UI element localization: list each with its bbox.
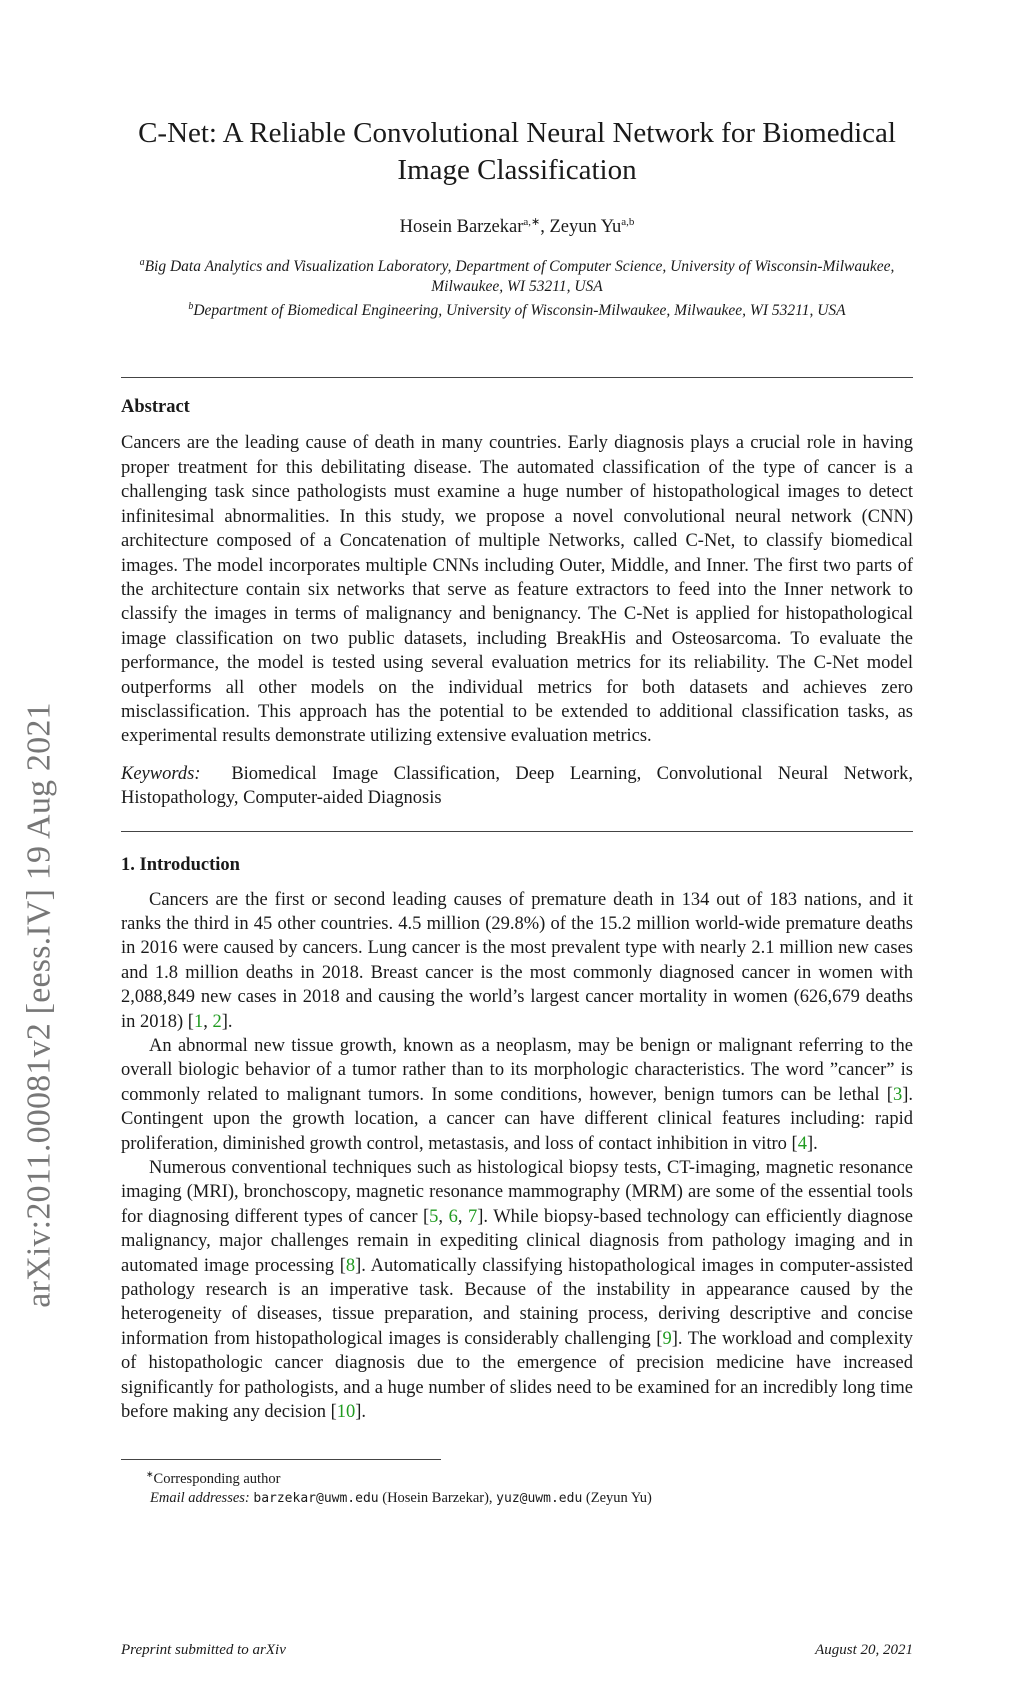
affiliation-label: a	[139, 257, 145, 269]
keywords	[121, 762, 913, 811]
introduction-paragraph	[121, 1156, 913, 1424]
citation-link[interactable]: 9	[662, 1328, 672, 1349]
citation-link[interactable]: 4	[797, 1133, 807, 1154]
footer-left: Preprint submitted to arXiv	[121, 1642, 286, 1658]
arxiv-identifier-text: arXiv:2011.00081v2 [eess.IV] 19 Aug 2021	[21, 702, 59, 1308]
email-label: Email addresses:	[150, 1490, 250, 1507]
paragraph-text: ].	[221, 1011, 233, 1032]
keywords-label: Keywords:	[121, 763, 201, 784]
citation-link[interactable]: 10	[336, 1402, 356, 1423]
paragraph-text: An abnormal new tissue growth, known as a neoplasm, may be benign or malignant referring to the overall biologic behavior of a tumor rather than to its morphologic characteristics. The word ”cancer” is commonly related to malignant tumors. In some conditions, however, benign tumors can be lethal [	[121, 1036, 913, 1105]
author-separator: ,	[540, 217, 550, 238]
citation-link[interactable]: 5	[429, 1206, 439, 1227]
email-address-link[interactable]: barzekar@uwm.edu	[253, 1491, 379, 1507]
abstract-section	[121, 397, 913, 810]
citation-link[interactable]: 7	[467, 1206, 478, 1227]
introduction-paragraph	[121, 888, 913, 1034]
citation-link[interactable]: 6	[448, 1206, 458, 1227]
abstract-top-rule	[121, 377, 913, 378]
abstract-bottom-rule	[121, 831, 913, 832]
paragraph-text: ]. While biopsy-based technology can efficiently diagnose malignancy, major challenges remain in expediting clinical diagnosis from pathology imaging and in automated image processing [	[121, 1206, 914, 1276]
footer-right: August 20, 2021	[815, 1642, 913, 1658]
citation-link[interactable]: 2	[212, 1011, 222, 1032]
author-name: Zeyun Yu	[549, 217, 622, 238]
email-owner: (Hosein Barzekar)	[382, 1490, 489, 1507]
footnote-corresponding	[146, 1464, 913, 1489]
affiliation-text: Department of Biomedical Engineering, University of Wisconsin-Milwaukee, Milwaukee, WI 53211, USA	[193, 302, 846, 320]
email-address-link[interactable]: yuz@uwm.edu	[496, 1491, 583, 1507]
author-name: Hosein Barzekar	[399, 217, 524, 238]
paragraph-text: ].	[355, 1402, 367, 1423]
paper-title: C-Net: A Reliable Convolutional Neural Network for Biomedical Image Classification	[138, 117, 896, 186]
paragraph-text: ,	[457, 1206, 468, 1227]
introduction-heading: 1. Introduction	[121, 854, 240, 875]
abstract-text: Cancers are the leading cause of death in many countries. Early diagnosis plays a crucial role in having proper treatment for this debilitating disease. The automated classification of the type of cancer is a challenging task since pathologists must examine a huge number of histopathological images to detect infinitesimal abnormalities. In this study, we propose a novel convolutional neural network (CNN) architecture composed of a Concatenation of multiple Networks, called C-Net, to classify biomedical images. The model incorporates multiple CNNs including Outer, Middle, and Inner. The first two parts of the architecture contain six networks that serve as feature extractors to feed into the Inner network to classify the images in terms of malignancy and benignancy. The C-Net is applied for histopathological image classification on two public datasets, including BreakHis and Osteosarcoma. To evaluate the performance, the model is tested using several evaluation metrics for its reliability. The C-Net model outperforms all other models on the individual metrics for both datasets and achieves zero misclassification. This approach has the potential to be extended to additional classification tasks, as experimental results demonstrate utilizing extensive evaluation metrics.	[121, 433, 913, 747]
citation-link[interactable]: 3	[892, 1084, 903, 1105]
affiliations	[121, 253, 913, 321]
paragraph-text: Cancers are the first or second leading causes of premature death in 134 out of 183 nations, and it ranks the third in 45 other countries. 4.5 million (29.8%) of the 15.2 million world-wide premature deaths in 2016 were caused by cancers. Lung cancer is the most prevalent type with nearly 2.1 million new cases and 1.8 million deaths in 2018. Breast cancer is the most commonly diagnosed cancer in women with 2,088,849 new cases in 2018 and causing the world’s largest cancer mortality in women (626,679 deaths in 2018) [	[121, 889, 913, 1032]
paragraph-text: ].	[806, 1133, 818, 1154]
affiliation	[121, 253, 913, 297]
paragraph-text: ]. The workload and complexity of histopathologic cancer diagnosis due to the emergence of precision medicine have increased significantly for pathologists, and a huge number of slides need to be examined for an incredibly long time before making any decision [	[121, 1328, 913, 1423]
arxiv-identifier	[10, 702, 70, 1308]
email-owner: (Zeyun Yu)	[585, 1490, 652, 1507]
paragraph-text: ,	[203, 1011, 213, 1032]
keywords-text: Biomedical Image Classification, Deep Learning, Convolutional Neural Network, Histopathology, Computer-aided Diagnosis	[121, 763, 914, 809]
author-list	[121, 215, 913, 238]
paragraph-text: Numerous conventional techniques such as histological biopsy tests, CT-imaging, magnetic resonance imaging (MRI), bronchoscopy, magnetic resonance mammography (MRM) are some of the essential tools for diagnosing different types of cancer [	[121, 1158, 913, 1227]
citation-link[interactable]: 8	[345, 1255, 356, 1276]
affiliation-text: Big Data Analytics and Visualization Laboratory, Department of Computer Science, University of Wisconsin-Milwaukee, Milwaukee, WI 53211, USA	[144, 258, 895, 296]
introduction-body	[121, 888, 913, 1425]
footnote-mark: ∗	[146, 1468, 154, 1479]
paragraph-text: ]. Contingent upon the growth location, a cancer can have different clinical features including: rapid proliferation, diminished growth control, metastasis, and loss of contact inhibition in vitro [	[121, 1084, 913, 1154]
affiliation	[121, 297, 913, 321]
paragraph-text: ,	[438, 1206, 449, 1227]
abstract-heading: Abstract	[121, 397, 190, 418]
author-affiliation-mark: a,∗	[523, 216, 541, 228]
paper-page	[121, 0, 913, 1509]
page-footer	[121, 1642, 913, 1659]
paragraph-text: ]. Automatically classifying histopathological images in computer-assisted pathology research is an imperative task. Because of the instability in appearance caused by the heterogeneity of diseases, tissue preparation, and staining process, deriving descriptive and concise information from histopathological images is considerably challenging [	[121, 1255, 913, 1349]
footnote-rule	[121, 1459, 441, 1460]
introduction-section	[121, 855, 913, 1425]
footnote-corresponding-text: Corresponding author	[153, 1470, 281, 1487]
footnote-emails: Email addresses: barzekar@uwm.edu (Hosein Barzekar), yuz@uwm.edu (Zeyun Yu)	[150, 1490, 652, 1507]
author-affiliation-mark: a,b	[621, 216, 635, 228]
citation-link[interactable]: 1	[193, 1011, 204, 1032]
introduction-paragraph	[121, 1034, 913, 1156]
affiliation-label: b	[188, 301, 194, 313]
